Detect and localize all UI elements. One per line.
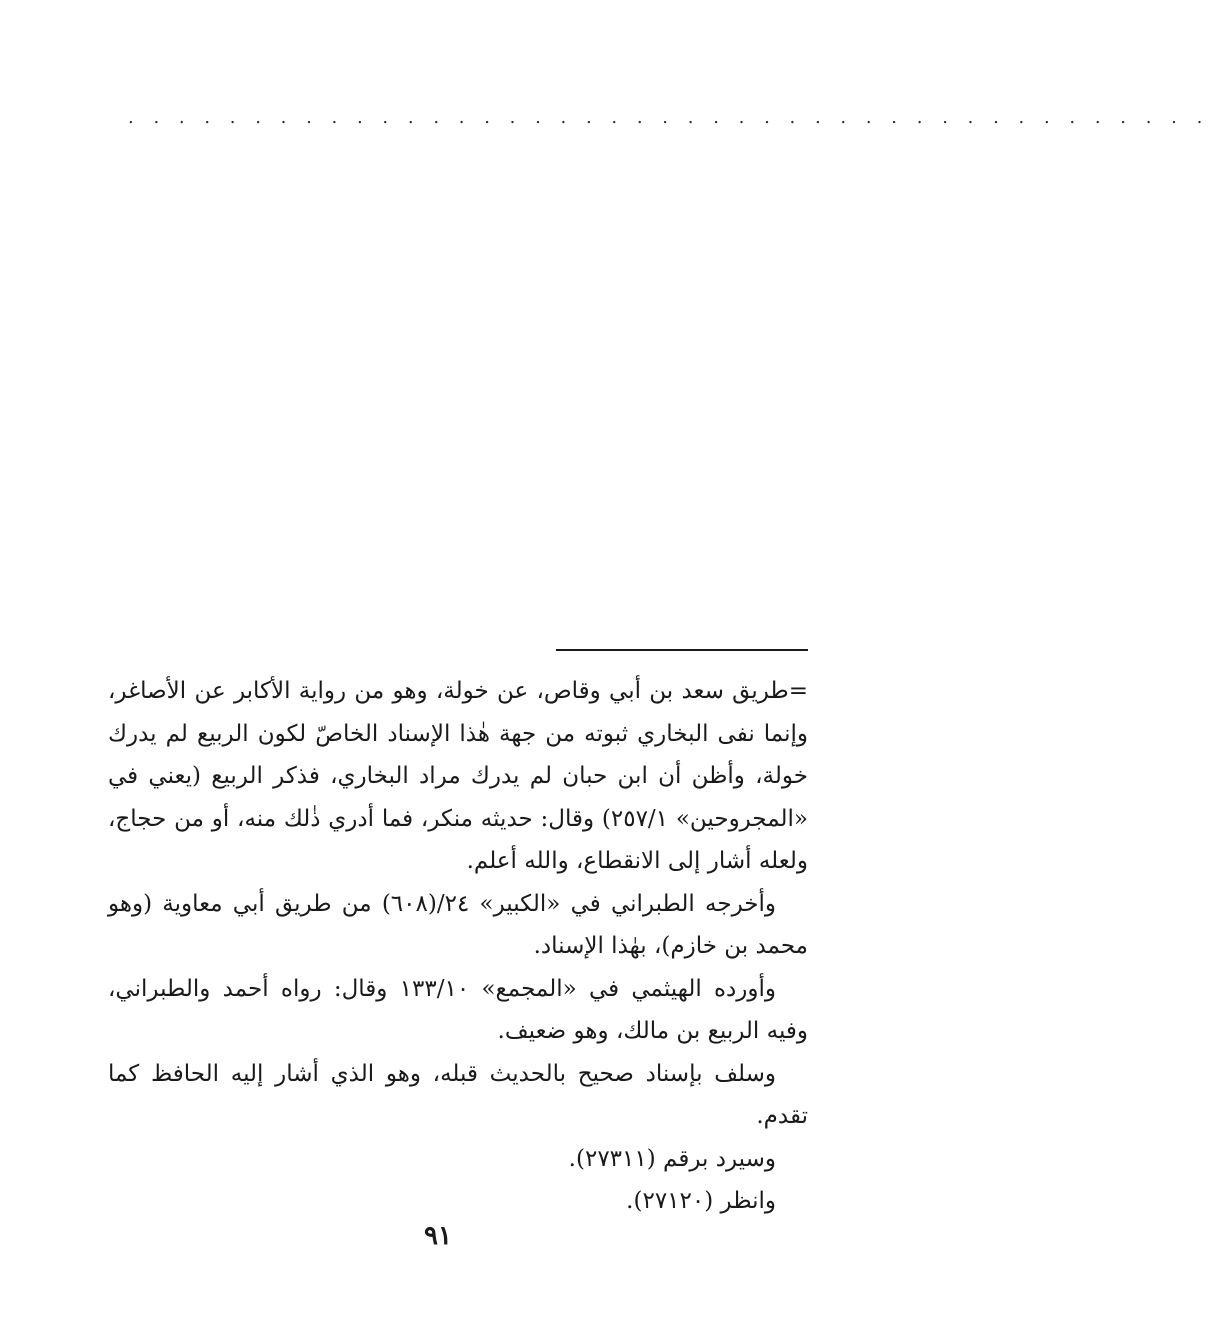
footnote-divider [556, 649, 808, 651]
footnote-paragraph: =طريق سعد بن أبي وقاص، عن خولة، وهو من رواية الأكابر عن الأصاغر، وإنما نفى البخاري ثبوته من جهة هٰذا الإسناد الخاصّ لكون الربيع لم يدرك خولة، وأظن أن ابن حبان لم يدرك مراد البخاري، فذكر الربيع (يعني في «المجروحين» ٢٥٧/١) وقال: حديثه منكر، فما أدري ذٰلك منه، أو من حجاج، ولعله أشار إلى الانقطاع، والله أعلم. [108, 678, 808, 874]
dotted-separator: . . . . . . . . . . . . . . . . . . . . . . . . . . . . . . . . . . . . . . . . . . . [128, 107, 1209, 128]
footnote-paragraph: وسيرد برقم (٢٧٣١١). [568, 1145, 776, 1172]
footnote-paragraph: وأورده الهيثمي في «المجمع» ١٣٣/١٠ وقال: رواه أحمد والطبراني، وفيه الربيع بن مالك، وهو ضعيف. [108, 975, 808, 1044]
footnote-paragraph: وانظر (٢٧١٢٠). [626, 1188, 776, 1214]
footnote-paragraph: وسلف بإسناد صحيح بالحديث قبله، وهو الذي أشار إليه الحافظ كما تقدم. [108, 1060, 808, 1129]
footnotes-block [108, 670, 808, 1223]
page-number: ٩١ [424, 1221, 452, 1251]
footnote-paragraph: وأخرجه الطبراني في «الكبير» ٢٤/(٦٠٨) من طريق أبي معاوية (وهو محمد بن خازم)، بهٰذا الإسناد. [108, 890, 808, 959]
